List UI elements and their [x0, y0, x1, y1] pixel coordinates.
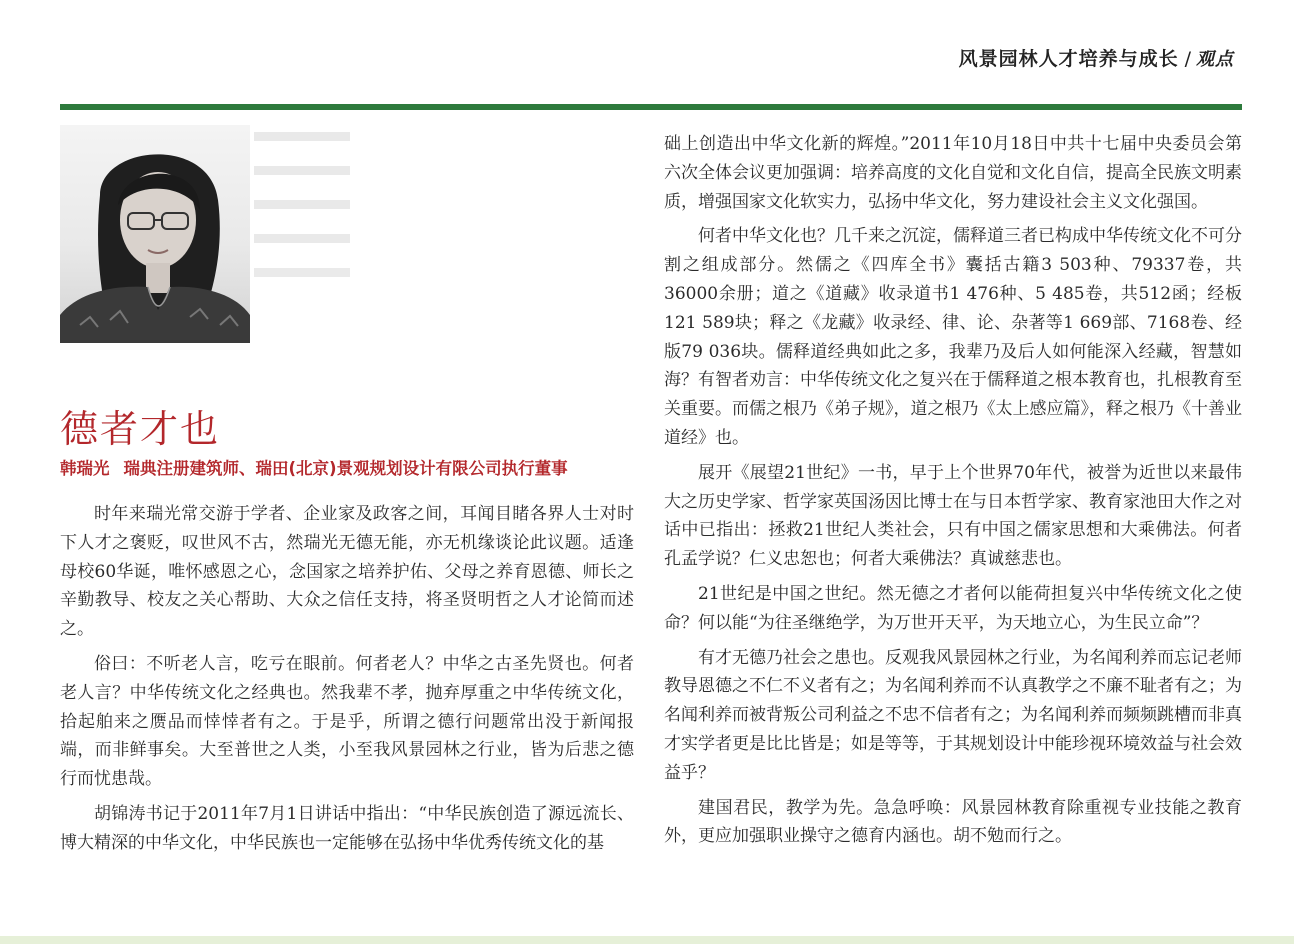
- header-separator: /: [1184, 48, 1192, 70]
- green-header-rule: [60, 104, 1242, 110]
- article-title: 德者才也: [60, 407, 221, 451]
- author-byline: [60, 455, 568, 479]
- author-name: 韩瑞光: [60, 459, 110, 478]
- section-label: 观点: [1196, 49, 1234, 70]
- faint-bleed-through-text: [254, 132, 374, 302]
- author-photo: [60, 125, 250, 343]
- paragraph: 有才无德乃社会之患也。反观我风景园林之行业，为名闻利养而忘记老师教导恩德之不仁不义者有之；为名闻利养而不认真教学之不廉不耻者有之；为名闻利养而被背叛公司利益之不忠不信者有之；为名闻利养而频频跳槽而非真才实学者更是比比皆是；如是等等，于其规划设计中能珍视环境效益与社会效益乎？: [664, 647, 1242, 783]
- bottom-color-band: [0, 936, 1294, 944]
- author-title: 瑞典注册建筑师、瑞田(北京)景观规划设计有限公司执行董事: [123, 459, 568, 478]
- author-portrait-illustration: [60, 125, 250, 343]
- paragraph: 俗曰：不听老人言，吃亏在眼前。何者老人？中华之古圣先贤也。何者老人言？中华传统文化之经典也。然我辈不孝，抛弃厚重之中华传统文化，拾起舶来之赝品而悻悻者有之。于是乎，所谓之德行问题常出没于新闻报端，而非鲜事矣。大至普世之人类，小至我风景园林之行业，皆为后悲之德行而忧患哉。: [60, 653, 634, 790]
- running-header: [959, 44, 1234, 71]
- column-title: 风景园林人才培养与成长: [958, 48, 1179, 70]
- paragraph-continuation: 础上创造出中华文化新的辉煌。”2011年10月18日中共十七届中央委员会第六次全体会议更加强调：培养高度的文化自觉和文化自信，提高全民族文明素质，增强国家文化软实力，弘扬中华文化，努力建设社会主义文化强国。: [664, 134, 1242, 212]
- left-column: [60, 500, 634, 864]
- paragraph: 时年来瑞光常交游于学者、企业家及政客之间，耳闻目睹各界人士对时下人才之褒贬，叹世风不古，然瑞光无德无能，亦无机缘谈论此议题。适逢母校60华诞，唯怀感恩之心，念国家之培养护佑、父母之养育恩德、师长之辛勤教导、校友之关心帮助、大众之信任支持，将圣贤明哲之人才论简而述之。: [60, 504, 634, 640]
- paragraph: 展开《展望21世纪》一书，早于上个世界70年代，被誉为近世以来最伟大之历史学家、哲学家英国汤因比博士在与日本哲学家、教育家池田大作之对话中已指出：拯救21世纪人类社会，只有中国之儒家思想和大乘佛法。何者孔孟学说？仁义忠恕也；何者大乘佛法？真诚慈悲也。: [664, 462, 1242, 570]
- paragraph: 建国君民，教学为先。急急呼唤：风景园林教育除重视专业技能之教育外，更应加强职业操守之德育内涵也。胡不勉而行之。: [664, 797, 1242, 847]
- paragraph: 21世纪是中国之世纪。然无德之才者何以能荷担复兴中华传统文化之使命？何以能“为往圣继绝学，为万世开天平，为天地立心，为生民立命”？: [664, 583, 1242, 633]
- paragraph: 胡锦涛书记于2011年7月1日讲话中指出：“中华民族创造了源远流长、博大精深的中华文化，中华民族也一定能够在弘扬中华优秀传统文化的基: [60, 803, 634, 853]
- paragraph: 何者中华文化也？几千来之沉淀，儒释道三者已构成中华传统文化不可分割之组成部分。然儒之《四库全书》囊括古籍3 503种、79337卷，共36000余册；道之《道藏》收录道书1 476种、5 485卷，共512函；经板121 589块；释之《龙藏》收录经、律、论、杂著等1 669部、7168卷、经版79 036块。儒释道经典如此之多，我辈乃及后人如何能深入经藏，智慧如海？有智者劝言：中华传统文化之复兴在于儒释道之根本教育也，扎根教育至关重要。而儒之根乃《弟子规》，道之根乃《太上感应篇》，释之根乃《十善业道经》也。: [664, 226, 1242, 448]
- right-column: [664, 130, 1242, 857]
